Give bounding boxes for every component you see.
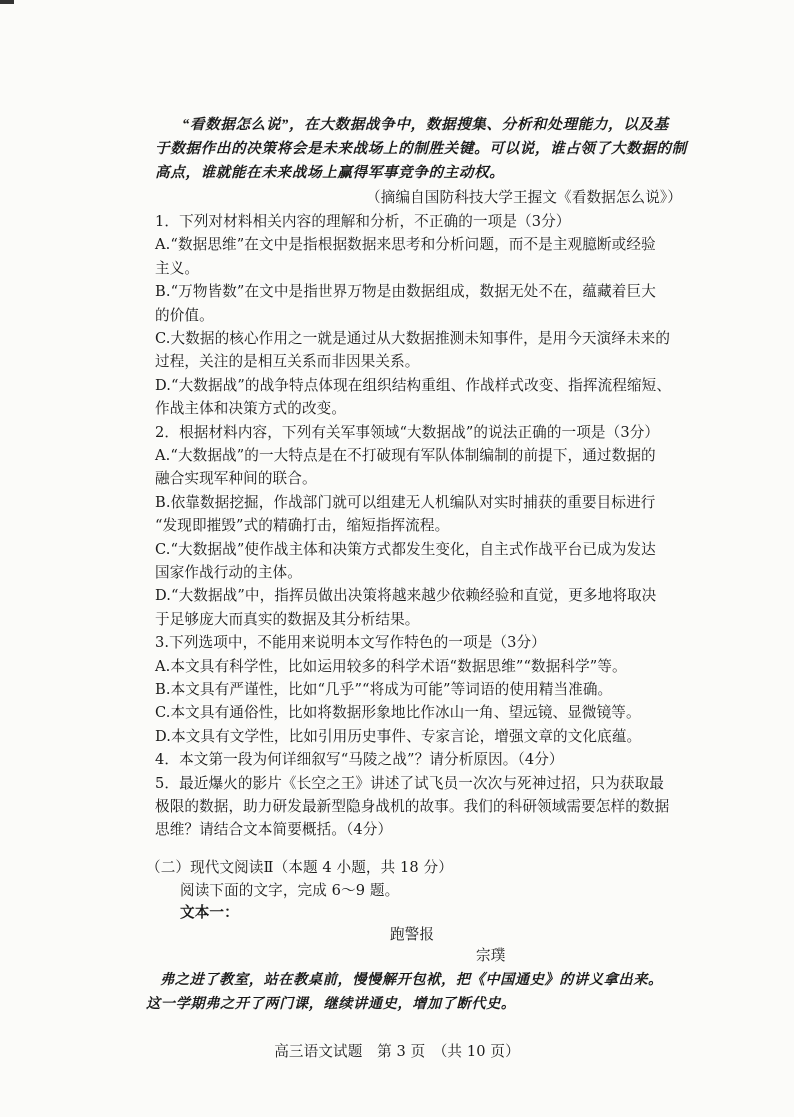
story-author: 宗璞 — [476, 947, 506, 964]
question-line: 2．根据材料内容，下列有关军事领域“大数据战”的说法正确的一项是（3分） — [155, 423, 660, 441]
question-line: A.本文具有科学性，比如运用较多的科学术语“数据思维”“数据科学”等。 — [155, 657, 627, 675]
question-line: D.本文具有文学性，比如引用历史事件、专家言论，增强文章的文化底蕴。 — [155, 727, 642, 745]
story-title: 跑警报 — [389, 926, 435, 943]
question-line: 5．最近爆火的影片《长空之王》讲述了试飞员一次次与死神过招，只为获取最 — [155, 774, 664, 792]
passage-line: 高点，谁就能在未来战场上赢得军事竞争的主动权。 — [155, 165, 505, 181]
question-line: C.大数据的核心作用之一就是通过从大数据推测未知事件，是用今天演绎未来的 — [155, 330, 671, 347]
question-line: “发现即摧毁”式的精确打击，缩短指挥流程。 — [155, 517, 450, 535]
question-line: 极限的数据，助力研发最新型隐身战机的故事。我们的科研领域需要怎样的数据 — [155, 798, 670, 815]
question-line: 的价值。 — [155, 306, 214, 324]
question-line: D.“大数据战”中，指挥员做出决策将越来越少依赖经验和直觉，更多地将取决 — [155, 587, 657, 605]
section-heading: （二）现代文阅读Ⅱ（本题 4 小题，共 18 分） — [146, 859, 453, 876]
story-line: 这一学期弗之开了两门课，继续讲通史，增加了断代史。 — [146, 996, 516, 1012]
question-line: C.“大数据战”使作战主体和决策方式都发生变化，自主式作战平台已成为发达 — [155, 540, 656, 558]
page-footer: 高三语文试题 第 3 页 （共 10 页） — [274, 1043, 520, 1060]
question-line: C.本文具有通俗性，比如将数据形象地比作冰山一角、望远镜、显微镜等。 — [155, 704, 641, 722]
question-line: A.“数据思维”在文中是指根据数据来思考和分析问题，而不是主观臆断或经验 — [155, 236, 656, 254]
question-line: A.“大数据战”的一大特点是在不打破现有军队体制编制的前提下，通过数据的 — [155, 447, 656, 464]
passage-line: “看数据怎么说”，在大数据战争中，数据搜集、分析和处理能力，以及基 — [182, 117, 669, 133]
question-line: 1．下列对材料相关内容的理解和分析，不正确的一项是（3分） — [155, 213, 571, 230]
question-line: 4．本文第一段为何详细叙写“马陵之战”？请分析原因。（4分） — [155, 751, 564, 769]
question-line: 作战主体和决策方式的改变。 — [155, 400, 347, 418]
section-instruction: 阅读下面的文字，完成 6～9 题。 — [180, 882, 400, 899]
question-line: 主义。 — [155, 259, 200, 277]
question-line: 过程，关注的是相互关系而非因果关系。 — [155, 353, 420, 371]
question-line: 3.下列选项中，不能用来说明本文写作特色的一项是（3分） — [155, 634, 546, 652]
question-line: D.“大数据战”的战争特点体现在组织结构重组、作战样式改变、指挥流程缩短、 — [155, 376, 672, 394]
story-line: 弗之进了教室，站在教桌前，慢慢解开包袱，把《中国通史》的讲义拿出来。 — [160, 972, 663, 988]
question-line: 于足够庞大而真实的数据及其分析结果。 — [155, 610, 420, 628]
question-line: 融合实现军种间的联合。 — [155, 470, 317, 488]
scan-artifact — [0, 0, 14, 4]
passage-line: 于数据作出的决策将会是未来战场上的制胜关键。可以说，谁占领了大数据的制 — [155, 141, 687, 157]
question-line: B.依靠数据挖掘，作战部门就可以组建无人机编队对实时捕获的重要目标进行 — [155, 493, 656, 511]
question-line: 国家作战行动的主体。 — [155, 564, 302, 581]
question-line: B.“万物皆数”在文中是指世界万物是由数据组成，数据无处不在，蕴藏着巨大 — [155, 283, 656, 301]
question-line: 思维？请结合文本简要概括。（4分） — [155, 821, 393, 839]
question-line: B.本文具有严谨性，比如“几乎”“将成为可能”等词语的使用精当准确。 — [155, 681, 613, 698]
text-label: 文本一： — [180, 904, 239, 921]
source-citation: （摘编自国防科技大学王握文《看数据怎么说》） — [366, 189, 682, 206]
